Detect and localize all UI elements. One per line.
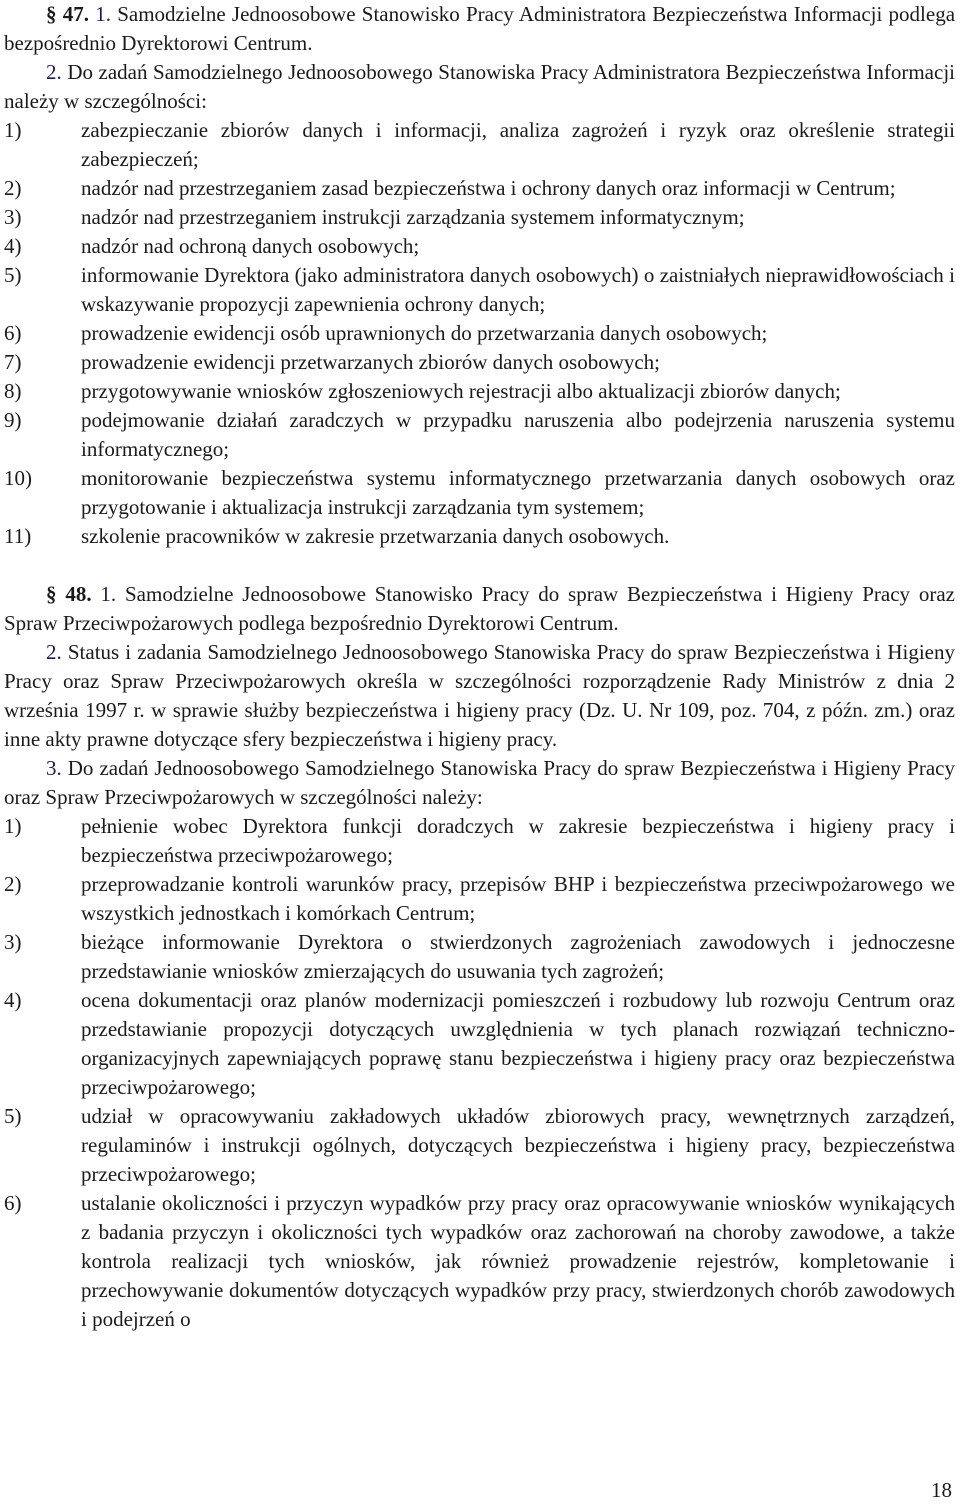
section-47-task-list bbox=[0, 116, 960, 551]
list-item bbox=[0, 348, 960, 377]
list-item-number: 10) bbox=[4, 466, 32, 490]
list-item-text: podejmowanie działań zaradczych w przypadku naruszenia albo podejrzenia naruszenia systemu informatycznego; bbox=[81, 408, 955, 461]
list-item bbox=[0, 232, 960, 261]
list-item-number: 2) bbox=[4, 176, 22, 200]
list-item-text: nadzór nad przestrzeganiem instrukcji zarządzania systemem informatycznym; bbox=[81, 205, 745, 229]
section-47 bbox=[0, 0, 960, 551]
list-item-number: 4) bbox=[4, 234, 22, 258]
list-item bbox=[0, 406, 960, 464]
list-item bbox=[0, 986, 960, 1102]
list-item bbox=[0, 928, 960, 986]
paragraph-text: Do zadań Samodzielnego Jednoosobowego Stanowiska Pracy Administratora Bezpieczeństwa Informacji należy w szczególności: bbox=[4, 60, 955, 113]
section-48 bbox=[0, 580, 960, 1334]
list-item bbox=[0, 116, 960, 174]
list-item-number: 1) bbox=[4, 118, 22, 142]
list-item-number: 6) bbox=[4, 1191, 22, 1215]
list-item-text: szkolenie pracowników w zakresie przetwarzania danych osobowych. bbox=[81, 524, 670, 548]
section-number: 47. bbox=[62, 2, 89, 26]
paragraph-number: 1. bbox=[95, 2, 111, 26]
list-item-number: 7) bbox=[4, 350, 22, 374]
paragraph-text: Do zadań Jednoosobowego Samodzielnego Stanowiska Pracy do spraw Bezpieczeństwa i Higieny Pracy oraz Spraw Przeciwpożarowych w szczególności należy: bbox=[4, 756, 955, 809]
list-item-number: 1) bbox=[4, 814, 22, 838]
section-sign: § bbox=[46, 582, 57, 606]
section-48-task-list bbox=[0, 812, 960, 1334]
list-item bbox=[0, 1189, 960, 1334]
list-item-text: monitorowanie bezpieczeństwa systemu informatycznego przetwarzania danych osobowych oraz przygotowanie i aktualizacja instrukcji zarządzania tym systemem; bbox=[81, 466, 955, 519]
list-item bbox=[0, 464, 960, 522]
list-item bbox=[0, 1102, 960, 1189]
list-item-number: 2) bbox=[4, 872, 22, 896]
paragraph-text: Samodzielne Jednoosobowe Stanowisko Pracy Administratora Bezpieczeństwa Informacji podlega bezpośrednio Dyrektorowi Centrum. bbox=[4, 2, 956, 55]
list-item-text: pełnienie wobec Dyrektora funkcji doradczych w zakresie bezpieczeństwa i higieny pracy i bezpieczeństwa przeciwpożarowego; bbox=[81, 814, 955, 867]
paragraph-number: 2. bbox=[46, 60, 62, 84]
list-item bbox=[0, 870, 960, 928]
list-item-number: 8) bbox=[4, 379, 22, 403]
section-spacer bbox=[0, 551, 960, 580]
list-item-number: 9) bbox=[4, 408, 22, 432]
list-item-number: 6) bbox=[4, 321, 22, 345]
list-item-number: 5) bbox=[4, 1104, 22, 1128]
list-item-text: przygotowywanie wniosków zgłoszeniowych rejestracji albo aktualizacji zbiorów danych; bbox=[81, 379, 841, 403]
list-item bbox=[0, 812, 960, 870]
paragraph-number: 1. bbox=[100, 582, 117, 606]
paragraph-text: Status i zadania Samodzielnego Jednoosobowego Stanowiska Pracy do spraw Bezpieczeństwa i Higieny Pracy oraz Spraw Przeciwpożarowych określa w szczególności rozporządzenie Rady Ministrów z dnia 2 września 1997 r. w sprawie służby bezpieczeństwa i higieny pracy (Dz. U. Nr 109, poz. 704, z późn. zm.) oraz inne akty prawne dotyczące sfery bezpieczeństwa i higieny pracy. bbox=[4, 640, 955, 751]
list-item bbox=[0, 522, 960, 551]
list-item-text: ocena dokumentacji oraz planów modernizacji pomieszczeń i rozbudowy lub rozwoju Centrum oraz przedstawianie propozycji dotyczących uwzględnienia w tych planach rozwiązań techniczno-organizacyjnych zapewniających poprawę stanu bezpieczeństwa i higieny pracy oraz bezpieczeństwa przeciwpożarowego; bbox=[81, 988, 955, 1099]
section-sign: § bbox=[46, 2, 57, 26]
section-48-paragraph-1 bbox=[0, 580, 960, 638]
section-47-paragraph-2 bbox=[0, 58, 960, 116]
list-item-text: ustalanie okoliczności i przyczyn wypadków przy pracy oraz opracowywanie wniosków wynikających z badania przyczyn i okoliczności tych wypadków oraz zachorowań na choroby zawodowe, a także kontrola realizacji tych wniosków, jak również prowadzenie rejestrów, kompletowanie i przechowywanie dokumentów dotyczących wypadków przy pracy, stwierdzonych chorób zawodowych i podejrzeń o bbox=[81, 1191, 955, 1331]
list-item bbox=[0, 319, 960, 348]
list-item-text: informowanie Dyrektora (jako administratora danych osobowych) o zaistniałych nieprawidłowościach i wskazywanie propozycji zapewnienia ochrony danych; bbox=[81, 263, 955, 316]
list-item-number: 11) bbox=[4, 524, 32, 548]
page-number: 18 bbox=[931, 1478, 952, 1502]
list-item-text: prowadzenie ewidencji osób uprawnionych do przetwarzania danych osobowych; bbox=[81, 321, 768, 345]
paragraph-text: Samodzielne Jednoosobowe Stanowisko Pracy do spraw Bezpieczeństwa i Higieny Pracy oraz Spraw Przeciwpożarowych podlega bezpośrednio Dyrektorowi Centrum. bbox=[4, 582, 956, 635]
list-item-text: zabezpieczanie zbiorów danych i informacji, analiza zagrożeń i ryzyk oraz określenie strategii zabezpieczeń; bbox=[81, 118, 955, 171]
list-item-text: bieżące informowanie Dyrektora o stwierdzonych zagrożeniach zawodowych i jednoczesne przedstawianie wniosków zmierzających do usuwania tych zagrożeń; bbox=[81, 930, 955, 983]
list-item-text: nadzór nad ochroną danych osobowych; bbox=[81, 234, 420, 258]
list-item-text: prowadzenie ewidencji przetwarzanych zbiorów danych osobowych; bbox=[81, 350, 661, 374]
list-item-number: 3) bbox=[4, 930, 22, 954]
list-item bbox=[0, 203, 960, 232]
section-48-paragraph-2 bbox=[0, 638, 960, 754]
list-item bbox=[0, 261, 960, 319]
list-item-number: 4) bbox=[4, 988, 22, 1012]
section-48-paragraph-3 bbox=[0, 754, 960, 812]
paragraph-number: 2. bbox=[46, 640, 62, 664]
section-number: 48. bbox=[65, 582, 92, 606]
list-item bbox=[0, 174, 960, 203]
section-47-paragraph-1 bbox=[0, 0, 960, 58]
list-item-text: nadzór nad przestrzeganiem zasad bezpieczeństwa i ochrony danych oraz informacji w Centrum; bbox=[81, 176, 896, 200]
list-item-number: 5) bbox=[4, 263, 22, 287]
list-item-number: 3) bbox=[4, 205, 22, 229]
list-item-text: przeprowadzanie kontroli warunków pracy, przepisów BHP i bezpieczeństwa przeciwpożarowego we wszystkich jednostkach i komórkach Centrum; bbox=[81, 872, 955, 925]
paragraph-number: 3. bbox=[46, 756, 62, 780]
list-item bbox=[0, 377, 960, 406]
list-item-text: udział w opracowywaniu zakładowych układów zbiorowych pracy, wewnętrznych zarządzeń, regulaminów i instrukcji ogólnych, dotyczących bezpieczeństwa i higieny pracy, bezpieczeństwa przeciwpożarowego; bbox=[81, 1104, 955, 1186]
